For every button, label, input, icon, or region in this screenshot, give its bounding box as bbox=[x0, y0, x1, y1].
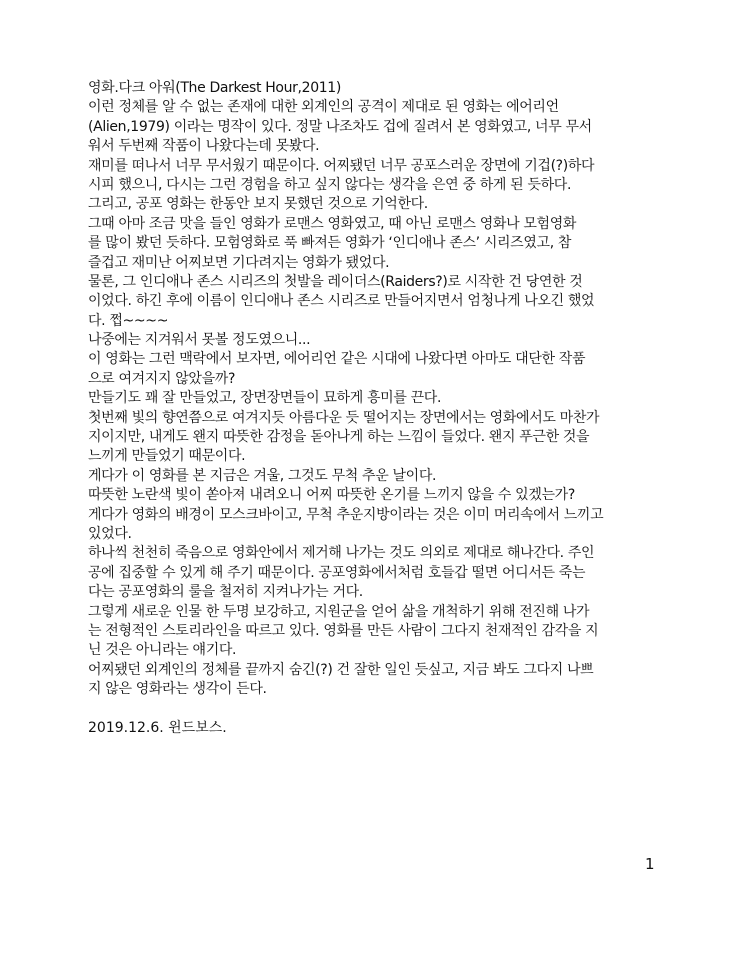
text-line: 재미를 떠나서 너무 무서웠기 때문이다. 어찌됐던 너무 공포스러운 장면에 기겁(?)하다 bbox=[88, 157, 595, 174]
text-line: 게다가 이 영화를 본 지금은 겨울, 그것도 무척 추운 날이다. bbox=[88, 467, 437, 484]
text-line: 시피 했으니, 다시는 그런 경험을 하고 싶지 않다는 생각을 은연 중 하게 된 듯하다. bbox=[88, 176, 572, 193]
text-line: 는 전형적인 스토리라인을 따르고 있다. 영화를 만든 사람이 그다지 천재적인 감각을 지 bbox=[88, 622, 599, 639]
text-line: 이런 정체를 알 수 없는 존재에 대한 외계인의 공격이 제대로 된 영화는 에어리언 bbox=[88, 99, 559, 116]
text-line: 하나씩 천천히 죽음으로 영화안에서 제거해 나가는 것도 의외로 제대로 해나간다. 주인 bbox=[88, 545, 595, 562]
text-line: 즐겁고 재미난 어찌보면 기다려지는 영화가 됐었다. bbox=[88, 254, 390, 271]
text-line: 따뜻한 노란색 빛이 쏟아져 내려오니 어찌 따뜻한 온기를 느끼지 않을 수 있겠는가? bbox=[88, 487, 575, 504]
text-line: 물론, 그 인디애나 존스 시리즈의 첫발을 레이더스(Raiders?)로 시작한 건 당연한 것 bbox=[88, 273, 583, 290]
review-body bbox=[88, 79, 668, 738]
page-number: 1 bbox=[645, 855, 655, 873]
text-line: 느끼게 만들었기 때문이다. bbox=[88, 448, 246, 465]
text-line: 다는 공포영화의 룰을 철저히 지켜나가는 거다. bbox=[88, 584, 363, 601]
text-line: 를 많이 봤던 듯하다. 모험영화로 푹 빠져든 영화가 ‘인디애나 존스’ 시리즈였고, 참 bbox=[88, 235, 572, 252]
text-line: 만들기도 꽤 잘 만들었고, 장면장면들이 묘하게 흥미를 끈다. bbox=[88, 390, 442, 407]
text-line: 으로 여겨지지 않았을까? bbox=[88, 370, 236, 387]
paragraph-gap bbox=[88, 700, 668, 719]
text-line: 그렇게 새로운 인물 한 두명 보강하고, 지원군을 얻어 삶을 개척하기 위해 전진해 나가 bbox=[88, 603, 590, 620]
text-line: 닌 것은 아니라는 얘기다. bbox=[88, 642, 237, 659]
text-line: 지이지만, 내게도 왠지 따뜻한 감정을 돋아나게 하는 느낌이 들었다. 왠지 푸근한 것을 bbox=[88, 429, 590, 446]
text-line: 첫번째 빛의 향연쯤으로 여겨지듯 아름다운 듯 떨어지는 장면에서는 영화에서도 마찬가 bbox=[88, 409, 600, 426]
text-line: 있었다. bbox=[88, 525, 132, 542]
text-line: 어찌됐던 외계인의 정체를 끝까지 숨긴(?) 건 잘한 일인 듯싶고, 지금 봐도 그다지 나쁘 bbox=[88, 661, 594, 678]
text-line: 다. 쩝~~~~ bbox=[88, 312, 169, 329]
text-line: 나중에는 지겨워서 못볼 정도였으니... bbox=[88, 332, 311, 349]
text-line: 그때 아마 조금 맛을 들인 영화가 로맨스 영화였고, 때 아닌 로맨스 영화나 모험영화 bbox=[88, 215, 577, 232]
text-line: 지 않은 영화라는 생각이 든다. bbox=[88, 681, 267, 698]
text-line: 공에 집중할 수 있게 해 주기 때문이다. 공포영화에서처럼 호들갑 떨면 어디서든 죽는 bbox=[88, 564, 586, 581]
text-line: 이었다. 하긴 후에 이름이 인디애나 존스 시리즈로 만들어지면서 엄청나게 나오긴 했었 bbox=[88, 293, 595, 310]
signature-line: 2019.12.6. 윈드보스. bbox=[88, 719, 227, 736]
review-title-line: 영화.다크 아워(The Darkest Hour,2011) bbox=[88, 80, 341, 96]
text-line: 워서 두번째 작품이 나왔다는데 못봤다. bbox=[88, 138, 320, 155]
text-line: 그리고, 공포 영화는 한동안 보지 못했던 것으로 기억한다. bbox=[88, 196, 428, 213]
text-line: (Alien,1979) 이라는 명작이 있다. 정말 나조차도 겁에 질려서 본 영화였고, 너무 무서 bbox=[88, 118, 592, 135]
text-line: 이 영화는 그런 맥락에서 보자면, 에어리언 같은 시대에 나왔다면 아마도 대단한 작품 bbox=[88, 351, 586, 368]
text-line: 게다가 영화의 배경이 모스크바이고, 무척 추운지방이라는 것은 이미 머리속에서 느끼고 bbox=[88, 506, 604, 523]
